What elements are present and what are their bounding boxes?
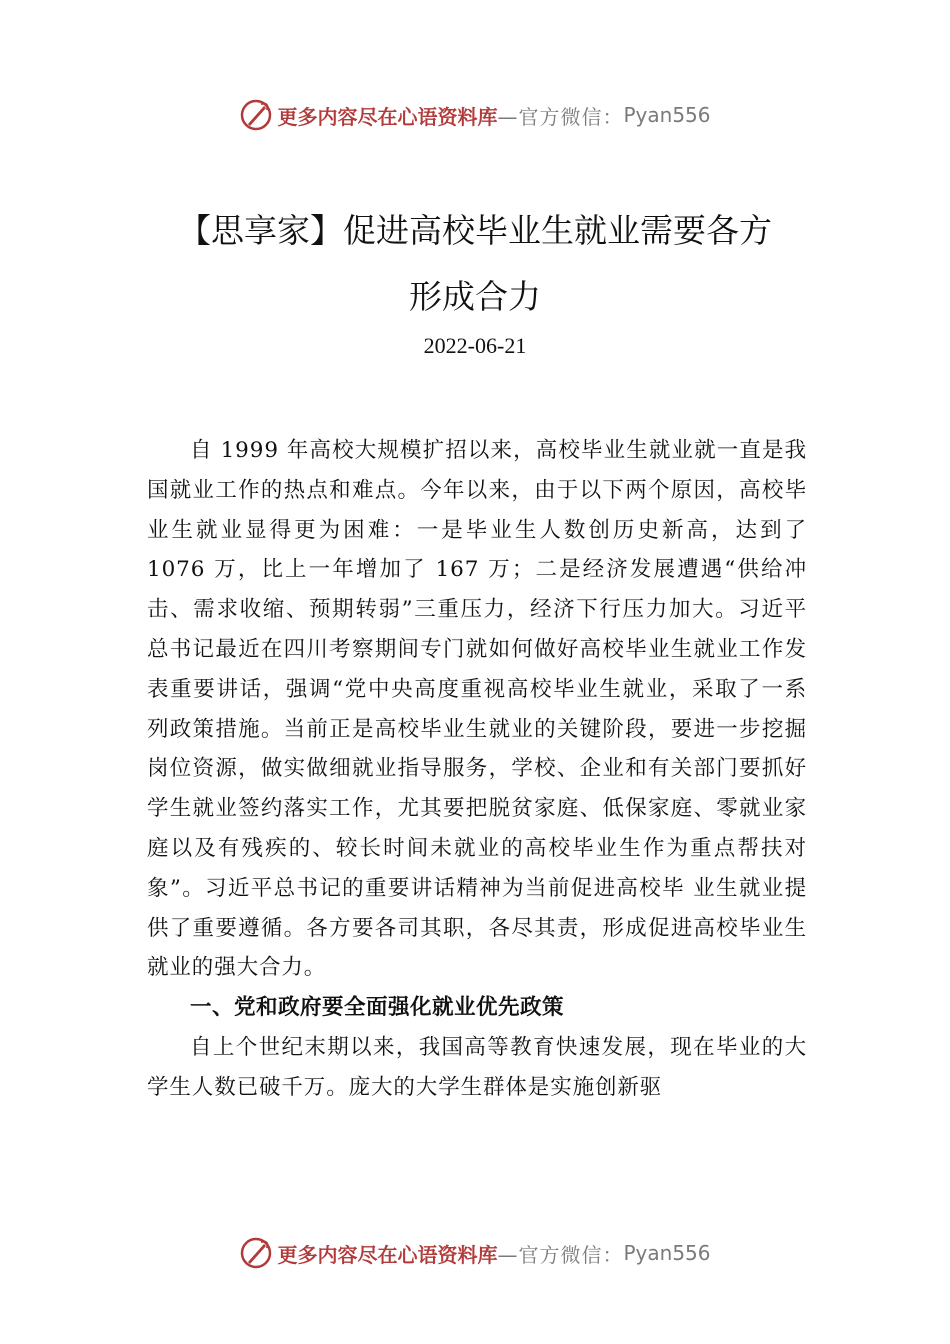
section-heading-1: 一、党和政府要全面强化就业优先政策	[190, 995, 565, 1021]
article-date: 2022-06-21	[423, 333, 527, 358]
footer-watermark-banner	[0, 1233, 950, 1273]
quill-pen-seal-icon	[239, 1236, 273, 1270]
article-title-line-2: 形成合力	[409, 277, 541, 316]
quill-pen-seal-icon	[239, 98, 273, 132]
article-title	[100, 198, 850, 330]
banner-library-text: 更多内容尽在心语资料库	[277, 104, 498, 129]
header-watermark-banner	[0, 95, 950, 135]
banner-library-text: 更多内容尽在心语资料库	[277, 1242, 498, 1267]
body-paragraph-1: 自 1999 年高校大规模扩招以来，高校毕业生就业就一直是我国就业工作的热点和难点。今年以来，由于以下两个原因，高校毕业生就业显得更为困难：一是毕业生人数创历史新高，达到了 1076 万，比上一年增加了 167 万；二是经济发展遭遇“供给冲击、需求收缩、预期转弱”三重压力，经济下行压力加大。习近平总书记最近在四川考察期间专门就如何做好高校毕业生就业工作发表重要讲话，强调“党中央高度重视高校毕业生就业，采取了一系列政策措施。当前正是高校毕业生就业的关键阶段，要进一步挖掘岗位资源，做实做细就业指导服务，学校、企业和有关部门要抓好学生就业签约落实工作，尤其要把脱贫家庭、低保家庭、零就业家庭以及有残疾的、较长时间未就业的高校毕业生作为重点帮扶对象”。习近平总书记的重要讲话精神为当前促进高校毕 业生就业提供了重要遵循。各方要各司其职，各尽其责，形成促进高校毕业生就业的强大合力。	[147, 438, 807, 981]
body-paragraph-2: 自上个世纪末期以来，我国高等教育快速发展，现在毕业的大学生人数已破千万。庞大的大学生群体是实施创新驱	[147, 1034, 807, 1100]
banner-wechat-label: —官方微信：	[497, 104, 624, 129]
banner-wechat-id: Pyan556	[623, 103, 711, 127]
banner-wechat-label: —官方微信：	[497, 1242, 624, 1267]
banner-wechat-id: Pyan556	[623, 1241, 711, 1265]
article-title-line-1: 【思享家】促进高校毕业生就业需要各方	[178, 211, 772, 250]
article-body	[147, 431, 807, 1108]
